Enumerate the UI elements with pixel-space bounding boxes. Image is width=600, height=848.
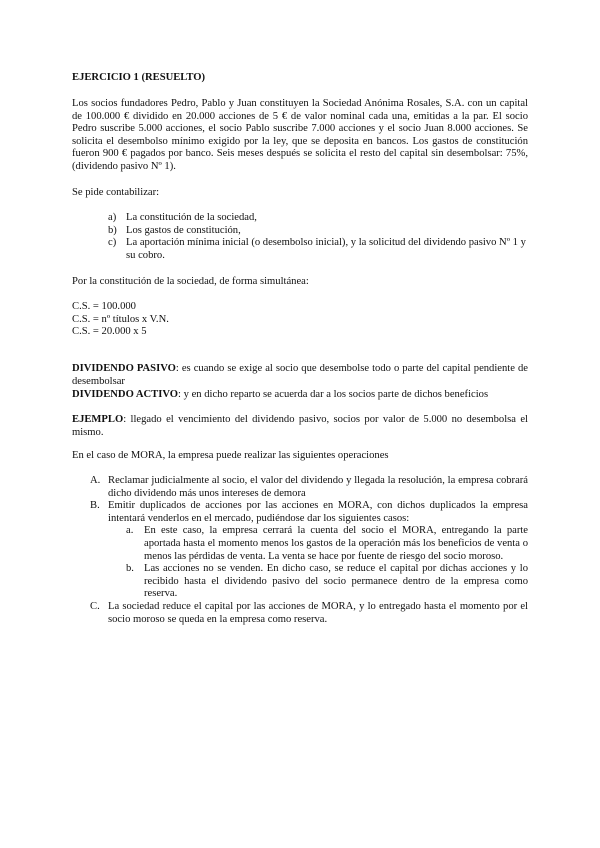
term-dividendo-activo: DIVIDENDO ACTIVO: [72, 389, 179, 400]
list-item: [90, 601, 528, 626]
instructions-heading: Se pide contabilizar:: [72, 187, 160, 198]
list-item: [108, 225, 528, 238]
term-ejemplo: EJEMPLO: [72, 414, 124, 425]
list-marker: B.: [90, 500, 100, 512]
list-item: [108, 212, 528, 225]
list-marker: b.: [126, 563, 134, 575]
list-item-text: Reclamar judicialmente al socio, el valor del dividendo y llegada la resolución, la empresa cobrará dicho dividendo más unos intereses de demora: [108, 475, 528, 499]
capital-formulas: [72, 301, 528, 339]
formula-line: C.S. = 20.000 x 5: [72, 326, 147, 338]
formula-line: C.S. = nº títulos x V.N.: [72, 313, 169, 325]
list-item-text: La sociedad reduce el capital por las acciones de MORA, y lo entregado hasta el momento por el socio moroso se queda en la empresa como reserva.: [108, 600, 528, 625]
list-marker: A.: [90, 475, 101, 486]
list-item-text: La constitución de la sociedad,: [126, 212, 257, 223]
definition-text: : y en dicho reparto se acuerda dar a los socios parte de dichos beneficios: [178, 389, 489, 400]
problem-statement: Los socios fundadores Pedro, Pablo y Juan constituyen la Sociedad Anónima Rosales, S.A. con un capital de 100.000 € dividido en 20.000 acciones de 5 € de valor nominal cada una, emitidas a la par. El socio Pedro suscribe 5.000 acciones, el socio Pablo suscribe 7.000 acciones y el socio Juan 8.000 acciones. Se solicita el desembolso mínimo exigido por la ley, que se deposita en bancos. Los gastos de constitución fueron 900 € pagados por banco. Seis meses después se solicita el resto del capital sin desembolsar: 75%, (dividendo pasivo Nº 1).: [72, 98, 528, 172]
sub-list-item: [108, 525, 528, 563]
definition-dividendo-activo: [72, 389, 528, 402]
list-item: [108, 237, 528, 262]
sub-list: [108, 525, 528, 601]
definition-dividendo-pasivo: [72, 363, 528, 388]
task-list: [108, 212, 528, 262]
exercise-title: EJERCICIO 1 (RESUELTO): [72, 72, 206, 83]
definition-text: : es cuando se exige al socio que desembolse todo o parte del capital pendiente de desembolsar: [72, 363, 528, 387]
list-marker: b): [108, 224, 117, 236]
example-text: : llegado el vencimiento del dividendo pasivo, socios por valor de 5.000 no desembolsa el mismo.: [72, 414, 528, 438]
formula-line: C.S. = 100.000: [72, 301, 136, 312]
list-item: [90, 475, 528, 500]
term-dividendo-pasivo: DIVIDENDO PASIVO: [72, 363, 176, 374]
sub-list-item: [108, 563, 528, 601]
list-item-text: La aportación mínima inicial (o desembolso inicial), y la solicitud del dividendo pasivo Nº 1 y su cobro.: [126, 237, 526, 261]
list-item-text: Los gastos de constitución,: [126, 224, 241, 236]
mora-intro: En el caso de MORA, la empresa puede realizar las siguientes operaciones: [72, 450, 389, 461]
list-item-text: Las acciones no se venden. En dicho caso, se reduce el capital por dichas acciones y lo recibido hasta el dividendo pasivo del socio permanece dentro de la empresa como reserva.: [144, 563, 528, 600]
mora-options-list: [90, 475, 528, 626]
list-item-text: Emitir duplicados de acciones por las acciones en MORA, con dichos duplicados la empresa intentará venderlos en el mercado, pudiéndose dar los siguientes casos:: [108, 500, 528, 524]
list-marker: a): [108, 212, 117, 223]
constitution-paragraph: Por la constitución de la sociedad, de forma simultánea:: [72, 276, 309, 287]
list-marker: c): [108, 237, 117, 249]
example-paragraph: [72, 414, 528, 439]
list-item: [90, 500, 528, 601]
list-marker: a.: [126, 525, 134, 537]
list-marker: C.: [90, 600, 100, 612]
list-item-text: En este caso, la empresa cerrará la cuenta del socio el MORA, entregando la parte aportada hasta el momento menos los gastos de la operación más los beneficios de venta o menos las pérdidas de venta. La venta se hace por fuente de riesgo del socio moroso.: [144, 525, 528, 562]
